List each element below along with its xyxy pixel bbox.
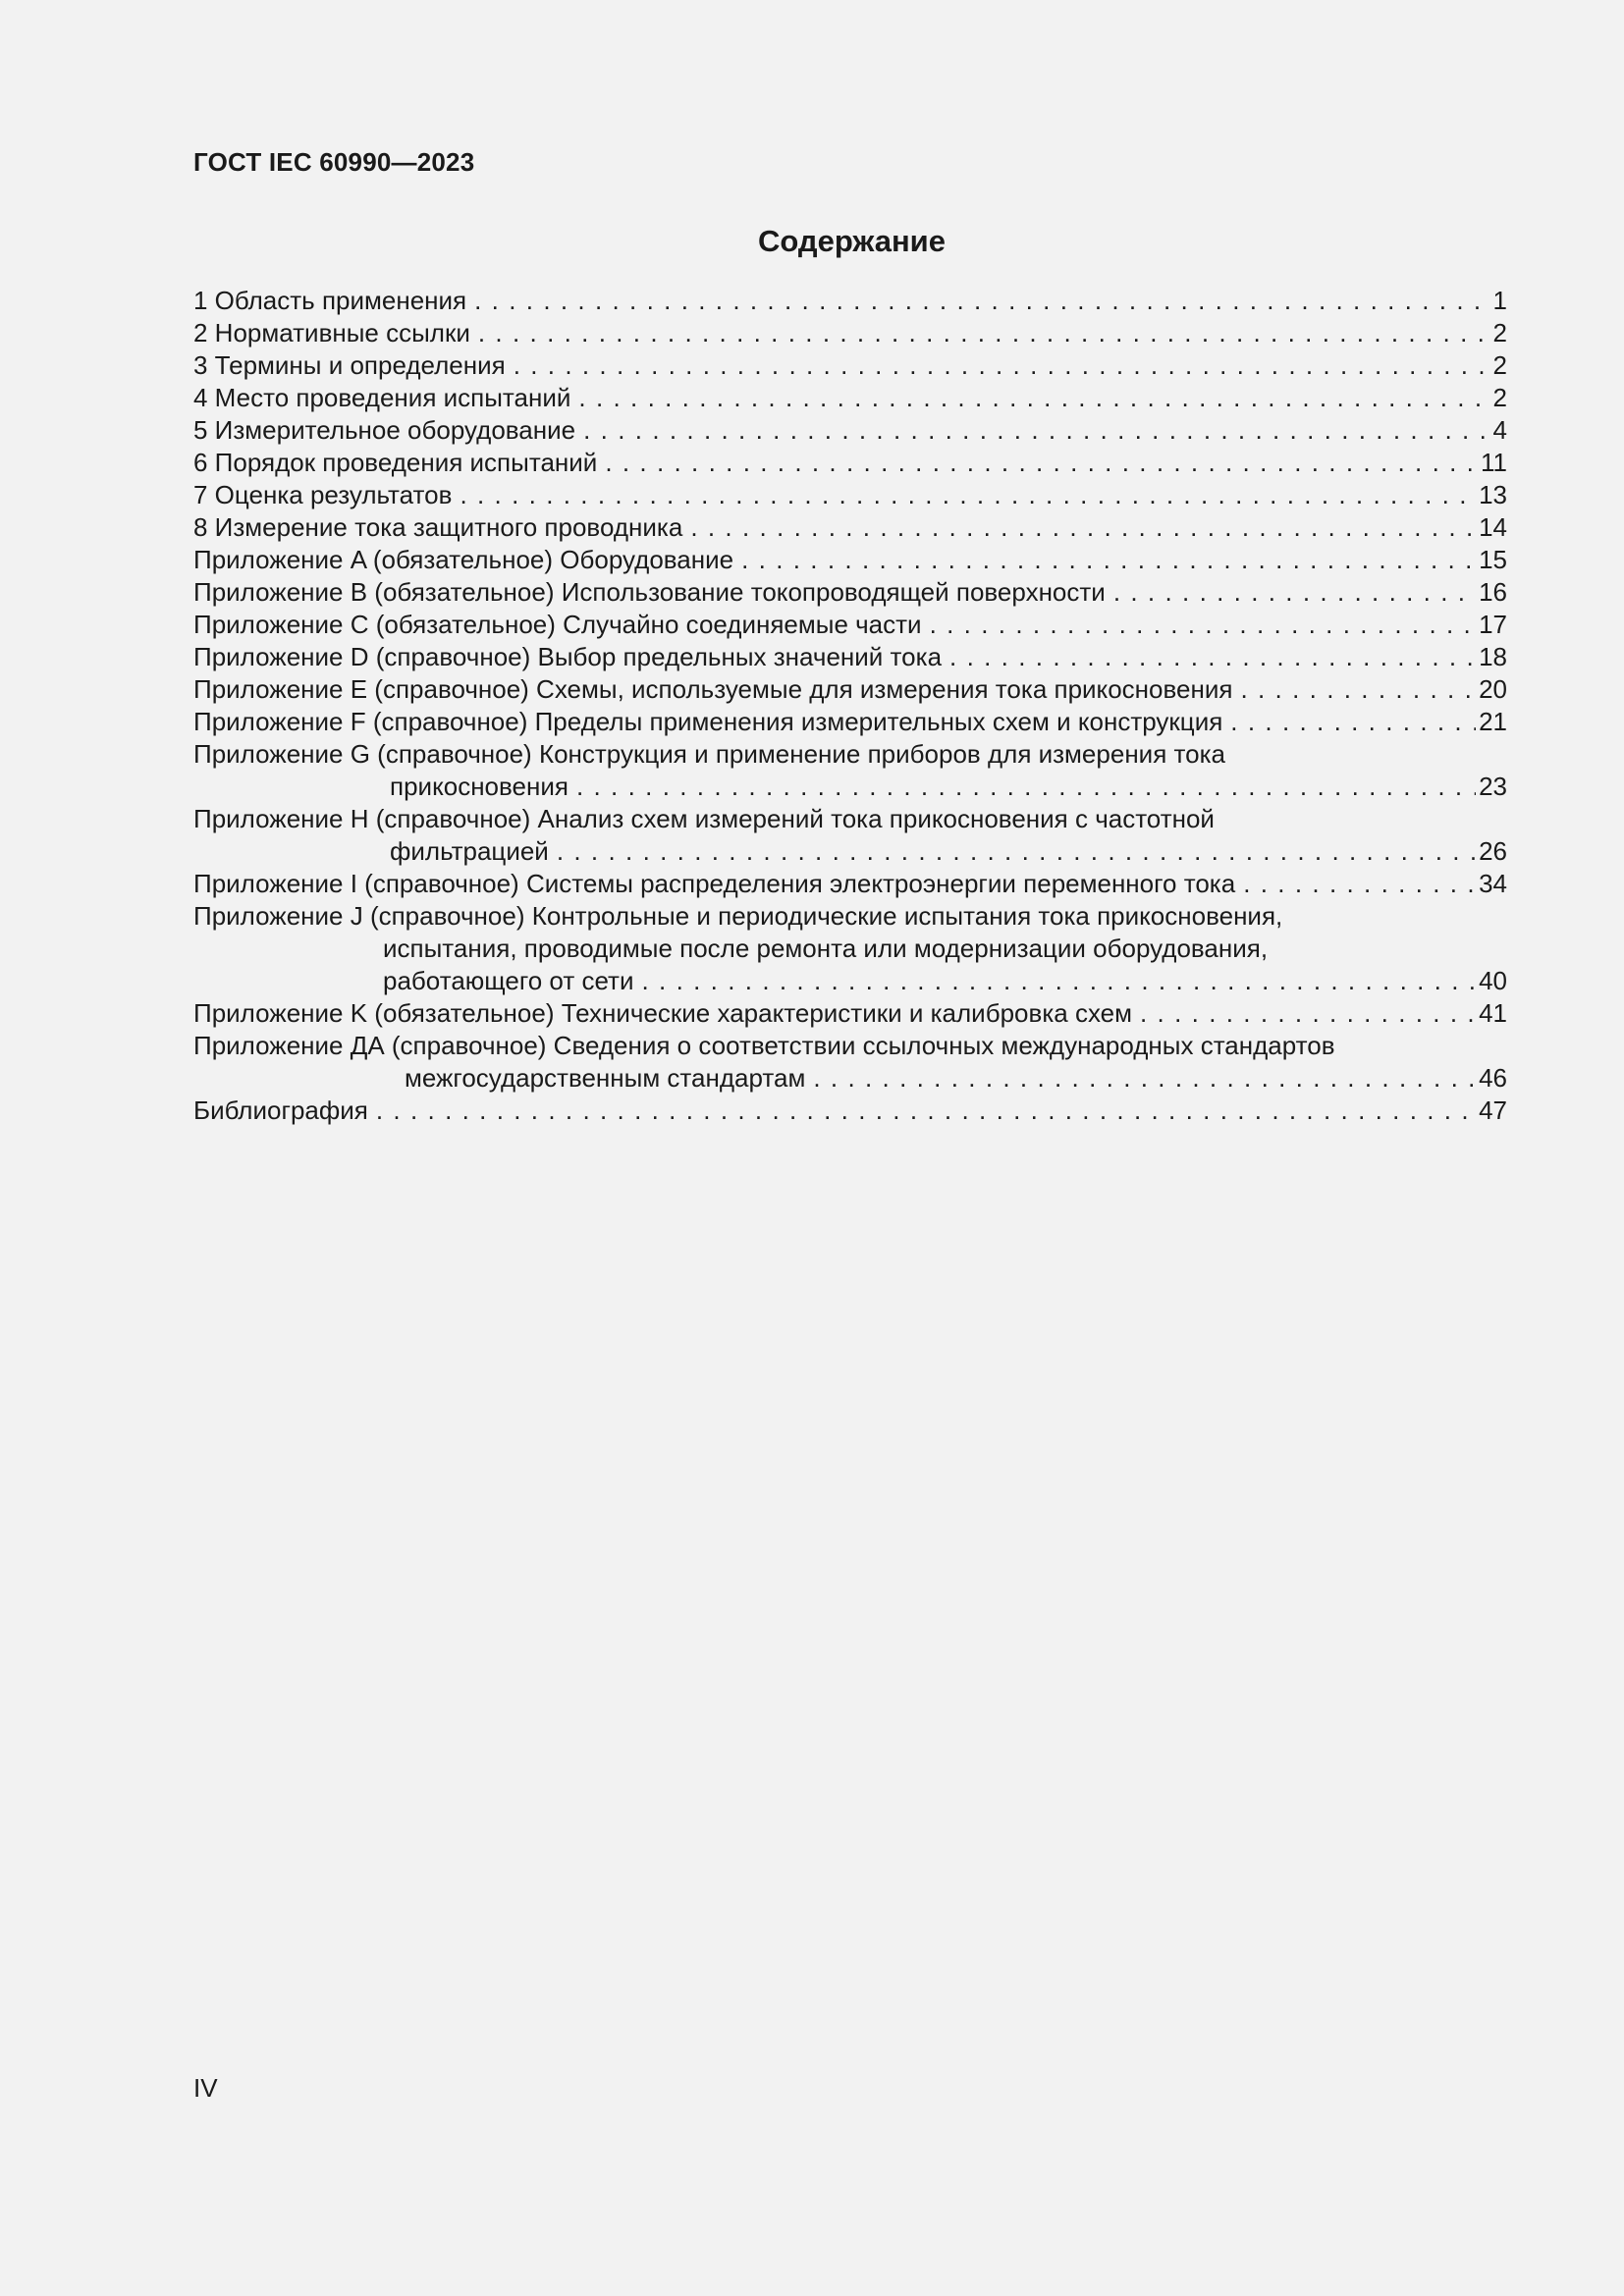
toc-entry-label: Библиография (193, 1095, 368, 1125)
toc-entry[interactable] (193, 900, 1507, 997)
toc-entry-page: 16 (1479, 577, 1507, 607)
toc-entry[interactable] (193, 317, 1507, 349)
dot-leader (557, 835, 1476, 868)
toc-entry[interactable] (193, 738, 1507, 803)
toc-entry-line (193, 835, 1507, 868)
dot-leader (949, 641, 1476, 673)
toc-entry[interactable] (193, 803, 1507, 868)
dot-leader (1240, 673, 1476, 706)
page-number: IV (193, 2073, 218, 2103)
toc-entry-page: 26 (1479, 836, 1507, 866)
toc-entry-line (193, 317, 1507, 349)
toc-entry-line (193, 641, 1507, 673)
toc-entry-heading: Приложение ДА (справочное) Сведения о соответствии ссылочных международных стандартов (193, 1031, 1335, 1060)
toc-entry-line (193, 349, 1507, 382)
dot-leader (1243, 868, 1476, 900)
dot-leader (813, 1062, 1476, 1095)
toc-entry-line (193, 868, 1507, 900)
toc-entry-line (193, 965, 1507, 997)
dot-leader (460, 479, 1476, 511)
toc-entry-page: 20 (1479, 674, 1507, 704)
toc-entry-line (193, 673, 1507, 706)
toc-entry-heading: Приложение G (справочное) Конструкция и применение приборов для измерения тока (193, 739, 1225, 769)
toc-entry-line (193, 706, 1507, 738)
toc-entry[interactable] (193, 414, 1507, 447)
toc-entry[interactable] (193, 382, 1507, 414)
toc-entry[interactable] (193, 479, 1507, 511)
toc-entry-page: 34 (1479, 869, 1507, 898)
toc-entry-line (193, 414, 1507, 447)
toc-entry-page: 2 (1492, 383, 1507, 412)
toc-entry-label: Приложение B (обязательное) Использование токопроводящей поверхности (193, 577, 1106, 607)
toc-entry-label: межгосударственным стандартам (405, 1063, 806, 1093)
toc-entry-label: 8 Измерение тока защитного проводника (193, 512, 683, 542)
toc-entry-label: Приложение A (обязательное) Оборудование (193, 545, 734, 574)
toc-entry-heading: Приложение J (справочное) Контрольные и периодические испытания тока прикосновения, (193, 901, 1283, 931)
toc-entry-page: 40 (1479, 966, 1507, 995)
dot-leader (641, 965, 1476, 997)
toc-entry[interactable] (193, 447, 1507, 479)
toc-entry-line (193, 997, 1507, 1030)
toc-entry-page: 2 (1492, 350, 1507, 380)
toc-entry-line (193, 447, 1507, 479)
document-header: ГОСТ IEC 60990—2023 (193, 147, 475, 177)
toc-entry-page: 15 (1479, 545, 1507, 574)
toc-entry-label: 7 Оценка результатов (193, 480, 453, 509)
toc-entry[interactable] (193, 706, 1507, 738)
toc-entry-line (193, 544, 1507, 576)
dot-leader (478, 317, 1490, 349)
toc-entry[interactable] (193, 511, 1507, 544)
toc-entry[interactable] (193, 544, 1507, 576)
toc-entry[interactable] (193, 868, 1507, 900)
toc-entry-label: работающего от сети (383, 966, 634, 995)
dot-leader (1140, 997, 1476, 1030)
toc-entry[interactable] (193, 285, 1507, 317)
toc-entry-page: 17 (1479, 610, 1507, 639)
toc-entry-label: Приложение K (обязательное) Технические характеристики и калибровка схем (193, 998, 1132, 1028)
dot-leader (578, 382, 1489, 414)
dot-leader (605, 447, 1478, 479)
toc-entry-line (193, 285, 1507, 317)
toc-entry-line (193, 382, 1507, 414)
toc-entry-page: 47 (1479, 1095, 1507, 1125)
toc-entry-label: 6 Порядок проведения испытаний (193, 448, 598, 477)
toc-entry[interactable] (193, 349, 1507, 382)
toc-entry-page: 14 (1479, 512, 1507, 542)
table-of-contents (193, 285, 1507, 1127)
toc-entry-page: 23 (1479, 772, 1507, 801)
toc-entry-line (193, 771, 1507, 803)
toc-entry-page: 2 (1492, 318, 1507, 347)
toc-entry[interactable] (193, 673, 1507, 706)
toc-entry-label: фильтрацией (390, 836, 549, 866)
toc-entry[interactable] (193, 609, 1507, 641)
dot-leader (474, 285, 1489, 317)
toc-entry-label: Приложение I (справочное) Системы распределения электроэнергии переменного тока (193, 869, 1236, 898)
toc-entry-page: 11 (1481, 448, 1507, 477)
toc-entry[interactable] (193, 576, 1507, 609)
toc-entry[interactable] (193, 1030, 1507, 1095)
toc-entry-page: 13 (1479, 480, 1507, 509)
dot-leader (1113, 576, 1476, 609)
toc-entry-line (193, 609, 1507, 641)
toc-entry-line (193, 1062, 1507, 1095)
toc-entry-label: 5 Измерительное оборудование (193, 415, 576, 445)
dot-leader (376, 1095, 1476, 1127)
toc-entry-page: 41 (1479, 998, 1507, 1028)
toc-entry-page: 21 (1479, 707, 1507, 736)
dot-leader (583, 414, 1489, 447)
toc-entry-page: 4 (1492, 415, 1507, 445)
toc-title: Содержание (758, 224, 946, 258)
toc-entry-page: 18 (1479, 642, 1507, 671)
toc-entry-line (193, 511, 1507, 544)
toc-entry-label: 4 Место проведения испытаний (193, 383, 571, 412)
dot-leader (514, 349, 1490, 382)
toc-entry-label: Приложение F (справочное) Пределы применения измерительных схем и конструкция (193, 707, 1223, 736)
toc-entry-heading: Приложение H (справочное) Анализ схем измерений тока прикосновения с частотной (193, 804, 1215, 833)
dot-leader (1230, 706, 1476, 738)
toc-entry[interactable] (193, 1095, 1507, 1127)
toc-entry-line (193, 1095, 1507, 1127)
dot-leader (930, 609, 1477, 641)
toc-entry[interactable] (193, 641, 1507, 673)
toc-entry-line (193, 479, 1507, 511)
dot-leader (576, 771, 1476, 803)
toc-entry-label: 3 Термины и определения (193, 350, 506, 380)
toc-entry-line (193, 576, 1507, 609)
toc-entry-label: прикосновения (390, 772, 568, 801)
toc-entry-page: 1 (1492, 286, 1507, 315)
dot-leader (690, 511, 1476, 544)
toc-entry[interactable] (193, 997, 1507, 1030)
toc-entry-label: Приложение D (справочное) Выбор предельных значений тока (193, 642, 943, 671)
toc-entry-heading: испытания, проводимые после ремонта или модернизации оборудования, (383, 934, 1269, 963)
toc-entry-page: 46 (1479, 1063, 1507, 1093)
toc-entry-label: 2 Нормативные ссылки (193, 318, 470, 347)
toc-entry-label: 1 Область применения (193, 286, 467, 315)
dot-leader (741, 544, 1476, 576)
toc-entry-label: Приложение E (справочное) Схемы, используемые для измерения тока прикосновения (193, 674, 1233, 704)
toc-entry-label: Приложение C (обязательное) Случайно соединяемые части (193, 610, 922, 639)
